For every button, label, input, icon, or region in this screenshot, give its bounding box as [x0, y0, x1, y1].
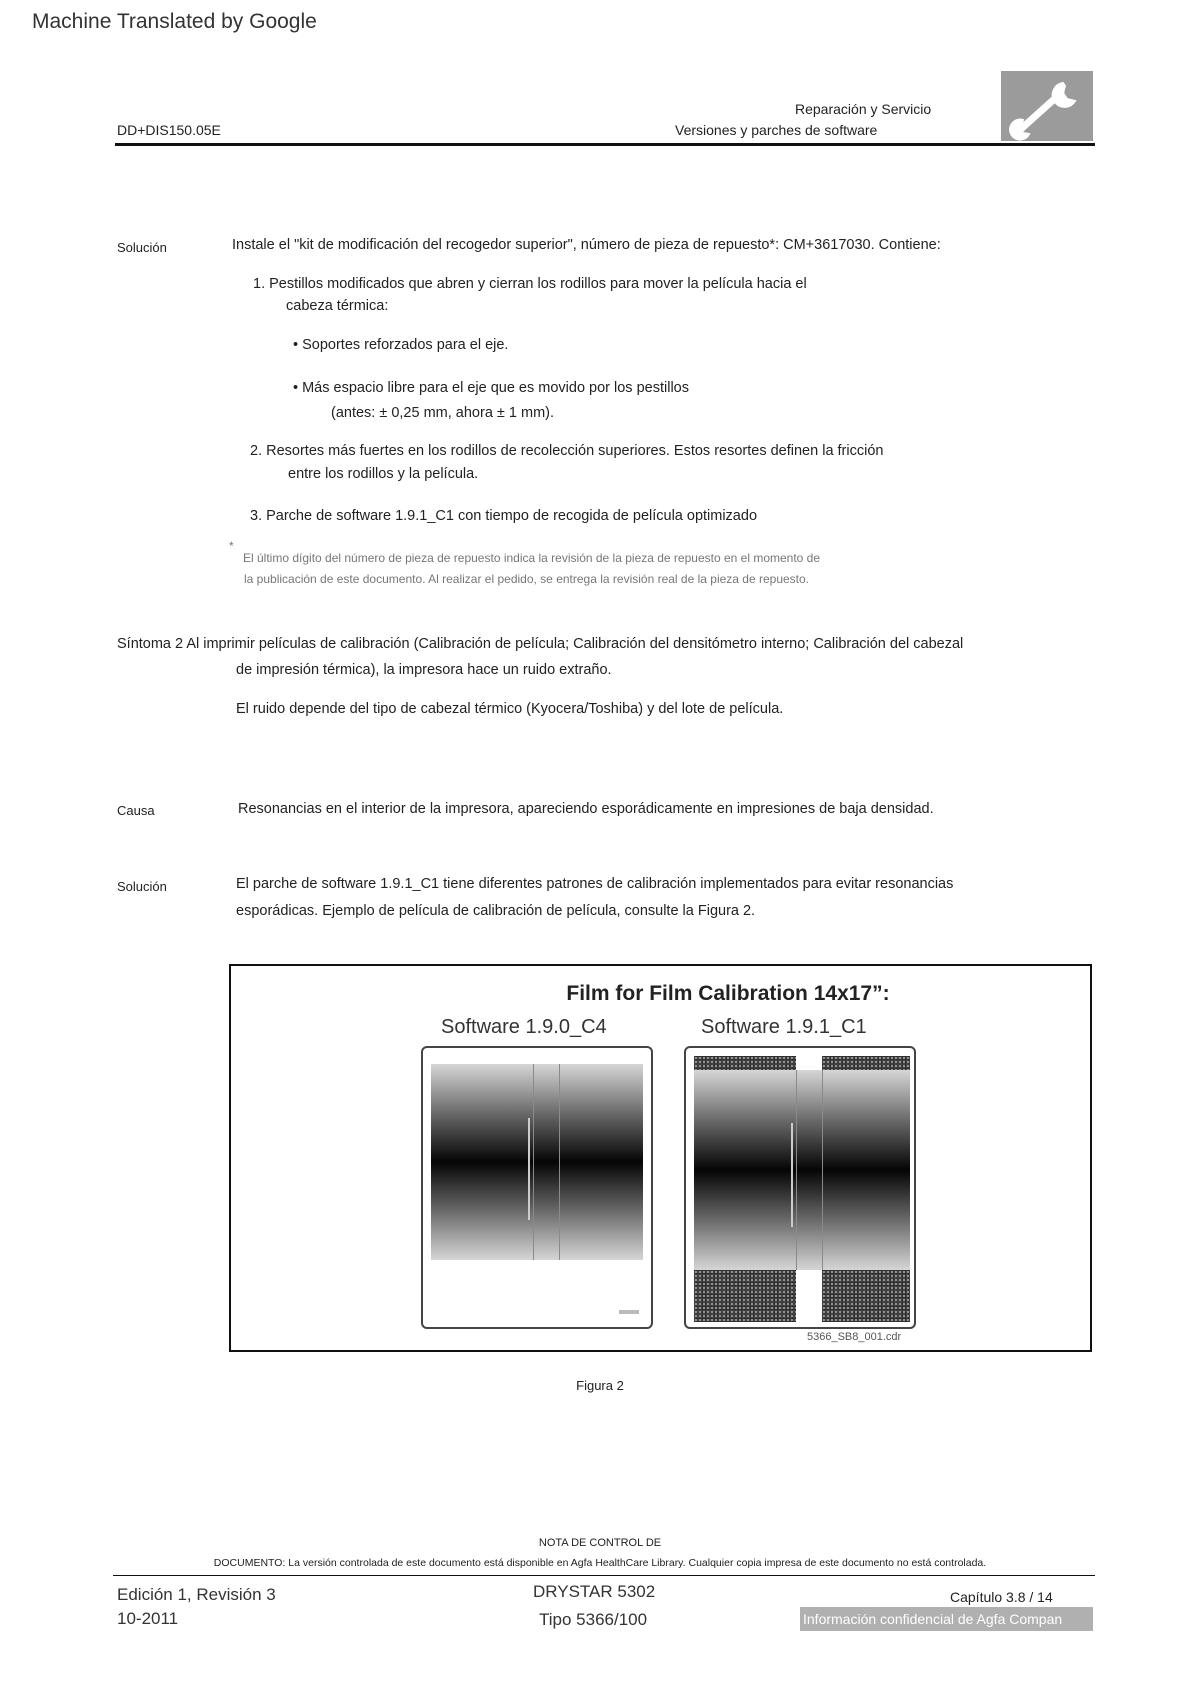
footer-edition: Edición 1, Revisión 3: [117, 1585, 276, 1604]
figure-file-note: 5366_SB8_001.cdr: [807, 1331, 902, 1343]
figure-left-label: Software 1.9.0_C4: [441, 1016, 607, 1038]
wrench-icon: [1001, 71, 1093, 141]
film-right-noise-bottom-right: [822, 1270, 910, 1322]
solution-2-line-1: El parche de software 1.9.1_C1 tiene diferentes patrones de calibración implementados para evitar resonancias: [236, 876, 954, 892]
solution-2-line-2: esporádicas. Ejemplo de película de calibración de película, consulte la Figura 2.: [236, 903, 756, 919]
film-right-noise-bottom-left: [694, 1270, 796, 1322]
film-left-stamp: [619, 1310, 639, 1314]
document-id: DD+DIS150.05E: [117, 122, 221, 138]
list-item-3: 3. Parche de software 1.9.1_C1 con tiempo de recogida de película optimizado: [250, 508, 758, 524]
figure-title: Film for Film Calibration 14x17”:: [566, 982, 890, 1005]
footer-type: Tipo 5366/100: [539, 1610, 648, 1629]
bullet-item-1: • Soportes reforzados para el eje.: [293, 337, 509, 353]
film-left-divider-2: [559, 1064, 560, 1260]
film-right-noise-top-right: [822, 1056, 910, 1070]
footer-date: 10-2011: [117, 1609, 179, 1628]
film-right-divider-2: [822, 1070, 823, 1270]
footer-rule: [113, 1575, 1095, 1576]
film-left-marker: [528, 1118, 530, 1220]
list-item-2-cont: entre los rodillos y la película.: [288, 466, 479, 482]
header-rule: [115, 143, 1095, 146]
footer-chapter: Capítulo 3.8 / 14: [950, 1589, 1053, 1605]
film-left: [421, 1046, 653, 1329]
solution-intro: Instale el "kit de modificación del recogedor superior", número de pieza de repuesto*: CM+3617030. Contiene:: [232, 237, 941, 253]
control-note-title: NOTA DE CONTROL DE: [538, 1537, 662, 1549]
footnote-line-2: la publicación de este documento. Al realizar el pedido, se entrega la revisión real de la pieza de repuesto.: [244, 572, 810, 586]
solution-label: Solución: [117, 240, 167, 255]
bullet-item-2-cont: (antes: ± 0,25 mm, ahora ± 1 mm).: [331, 405, 555, 421]
figure-2: [229, 964, 1092, 1352]
list-item-1: 1. Pestillos modificados que abren y cierran los rodillos para mover la película hacia el: [253, 276, 807, 292]
film-right-divider-1: [796, 1070, 797, 1270]
control-note-text: DOCUMENTO: La versión controlada de este documento está disponible en Agfa HealthCare Library. Cualquier copia impresa de este documento no está controlada.: [213, 1557, 987, 1569]
film-right-marker: [791, 1123, 793, 1227]
symptom-2-line-1: Síntoma 2 Al imprimir películas de calibración (Calibración de película; Calibración del densitómetro interno; Calibración del cabezal: [117, 636, 964, 652]
header-subsection: Versiones y parches de software: [675, 122, 878, 138]
header-section: Reparación y Servicio: [795, 101, 932, 117]
film-right-noise-top-left: [694, 1056, 796, 1070]
bullet-item-2: • Más espacio libre para el eje que es movido por los pestillos: [293, 380, 689, 396]
list-item-1-cont: cabeza térmica:: [286, 298, 389, 314]
confidential-badge: Información confidencial de Agfa Compan: [800, 1607, 1093, 1631]
film-right-gradient: [694, 1070, 910, 1270]
film-left-gradient: [431, 1064, 643, 1260]
symptom-2-line-2: de impresión térmica), la impresora hace un ruido extraño.: [236, 662, 612, 678]
footnote-line-1: El último dígito del número de pieza de repuesto indica la revisión de la pieza de repuesto en el momento de: [243, 551, 821, 565]
cause-label: Causa: [117, 803, 155, 818]
footer-product: DRYSTAR 5302: [533, 1582, 656, 1601]
figure-caption: Figura 2: [576, 1378, 624, 1393]
list-item-2: 2. Resortes más fuertes en los rodillos de recolección superiores. Estos resortes definen la fricción: [250, 443, 884, 459]
figure-right-label: Software 1.9.1_C1: [701, 1016, 867, 1038]
film-left-divider-1: [533, 1064, 534, 1260]
cause-text: Resonancias en el interior de la impresora, apareciendo esporádicamente en impresiones de baja densidad.: [238, 801, 934, 817]
machine-translation-banner: Machine Translated by Google: [32, 10, 317, 33]
film-right: [684, 1046, 916, 1329]
solution-2-label: Solución: [117, 879, 167, 894]
symptom-2-line-3: El ruido depende del tipo de cabezal térmico (Kyocera/Toshiba) y del lote de película.: [236, 701, 784, 717]
footnote-mark: *: [229, 539, 234, 553]
